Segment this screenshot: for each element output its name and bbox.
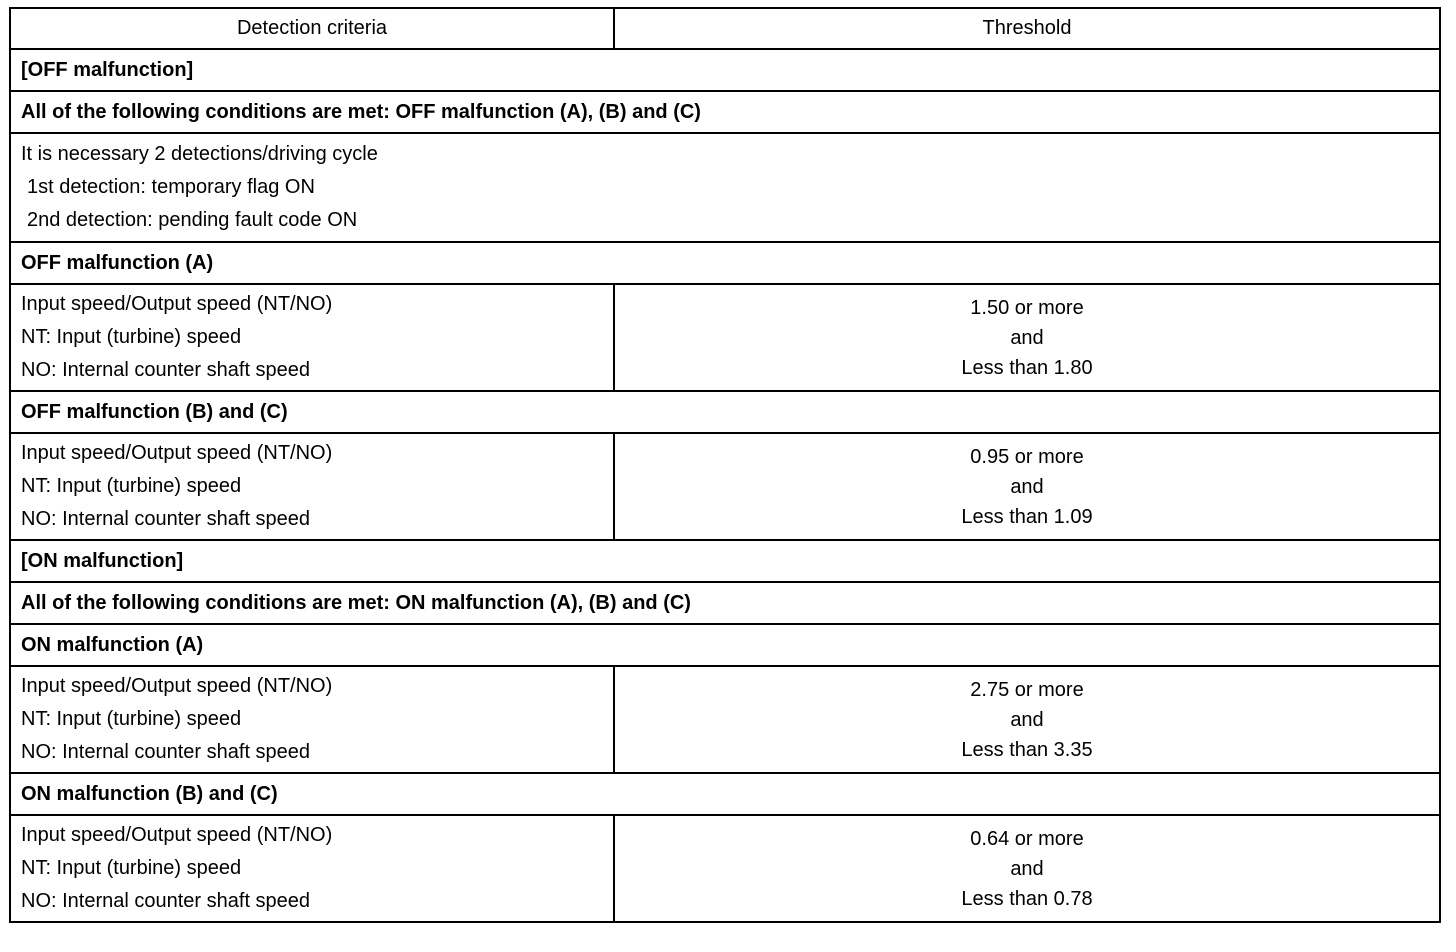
criteria-line: NT: Input (turbine) speed <box>21 708 242 730</box>
header-threshold: Threshold <box>614 8 1440 49</box>
threshold-line: Less than 1.09 <box>961 505 1093 528</box>
threshold-line: Less than 0.78 <box>961 887 1093 910</box>
criteria-line: NO: Internal counter shaft speed <box>21 508 311 530</box>
threshold-line: and <box>1010 857 1044 880</box>
detection-criteria-table <box>9 7 1441 923</box>
threshold-line: Less than 3.35 <box>961 738 1093 761</box>
note-line: 1st detection: temporary flag ON <box>27 176 315 198</box>
threshold-line: 1.50 or more <box>970 296 1084 319</box>
table-header-row <box>10 8 1440 49</box>
on-bc-title: ON malfunction (B) and (C) <box>10 773 1440 815</box>
note-line: It is necessary 2 detections/driving cycle <box>21 143 378 165</box>
criteria-cell <box>10 433 614 540</box>
on-malfunction-title: [ON malfunction] <box>10 540 1440 582</box>
threshold-cell <box>614 815 1440 922</box>
section-row <box>10 49 1440 91</box>
section-row <box>10 624 1440 666</box>
detection-table-container <box>9 7 1441 923</box>
table-row <box>10 284 1440 391</box>
criteria-cell <box>10 284 614 391</box>
threshold-line: 0.64 or more <box>970 827 1084 850</box>
criteria-line: NO: Internal counter shaft speed <box>21 741 311 763</box>
criteria-cell <box>10 666 614 773</box>
note-row <box>10 133 1440 242</box>
threshold-line: and <box>1010 326 1044 349</box>
criteria-line: NT: Input (turbine) speed <box>21 326 242 348</box>
threshold-line: and <box>1010 475 1044 498</box>
criteria-line: Input speed/Output speed (NT/NO) <box>21 824 333 846</box>
section-row <box>10 242 1440 284</box>
threshold-cell <box>614 284 1440 391</box>
section-row <box>10 540 1440 582</box>
section-row <box>10 773 1440 815</box>
detection-note <box>10 133 1440 242</box>
criteria-line: NO: Internal counter shaft speed <box>21 890 311 912</box>
threshold-line: 0.95 or more <box>970 445 1084 468</box>
off-malfunction-title: [OFF malfunction] <box>10 49 1440 91</box>
on-a-title: ON malfunction (A) <box>10 624 1440 666</box>
threshold-line: 2.75 or more <box>970 678 1084 701</box>
criteria-line: Input speed/Output speed (NT/NO) <box>21 675 333 697</box>
table-row <box>10 666 1440 773</box>
criteria-line: NT: Input (turbine) speed <box>21 857 242 879</box>
off-bc-title: OFF malfunction (B) and (C) <box>10 391 1440 433</box>
table-row <box>10 815 1440 922</box>
note-line: 2nd detection: pending fault code ON <box>27 209 358 231</box>
criteria-line: Input speed/Output speed (NT/NO) <box>21 442 333 464</box>
threshold-cell <box>614 433 1440 540</box>
criteria-line: NO: Internal counter shaft speed <box>21 359 311 381</box>
threshold-cell <box>614 666 1440 773</box>
threshold-line: and <box>1010 708 1044 731</box>
on-conditions: All of the following conditions are met: ON malfunction (A), (B) and (C) <box>10 582 1440 624</box>
criteria-line: NT: Input (turbine) speed <box>21 475 242 497</box>
section-row <box>10 582 1440 624</box>
off-a-title: OFF malfunction (A) <box>10 242 1440 284</box>
table-row <box>10 433 1440 540</box>
section-row <box>10 91 1440 133</box>
criteria-cell <box>10 815 614 922</box>
off-conditions: All of the following conditions are met: OFF malfunction (A), (B) and (C) <box>10 91 1440 133</box>
section-row <box>10 391 1440 433</box>
header-detection-criteria: Detection criteria <box>10 8 614 49</box>
criteria-line: Input speed/Output speed (NT/NO) <box>21 293 333 315</box>
threshold-line: Less than 1.80 <box>961 356 1093 379</box>
